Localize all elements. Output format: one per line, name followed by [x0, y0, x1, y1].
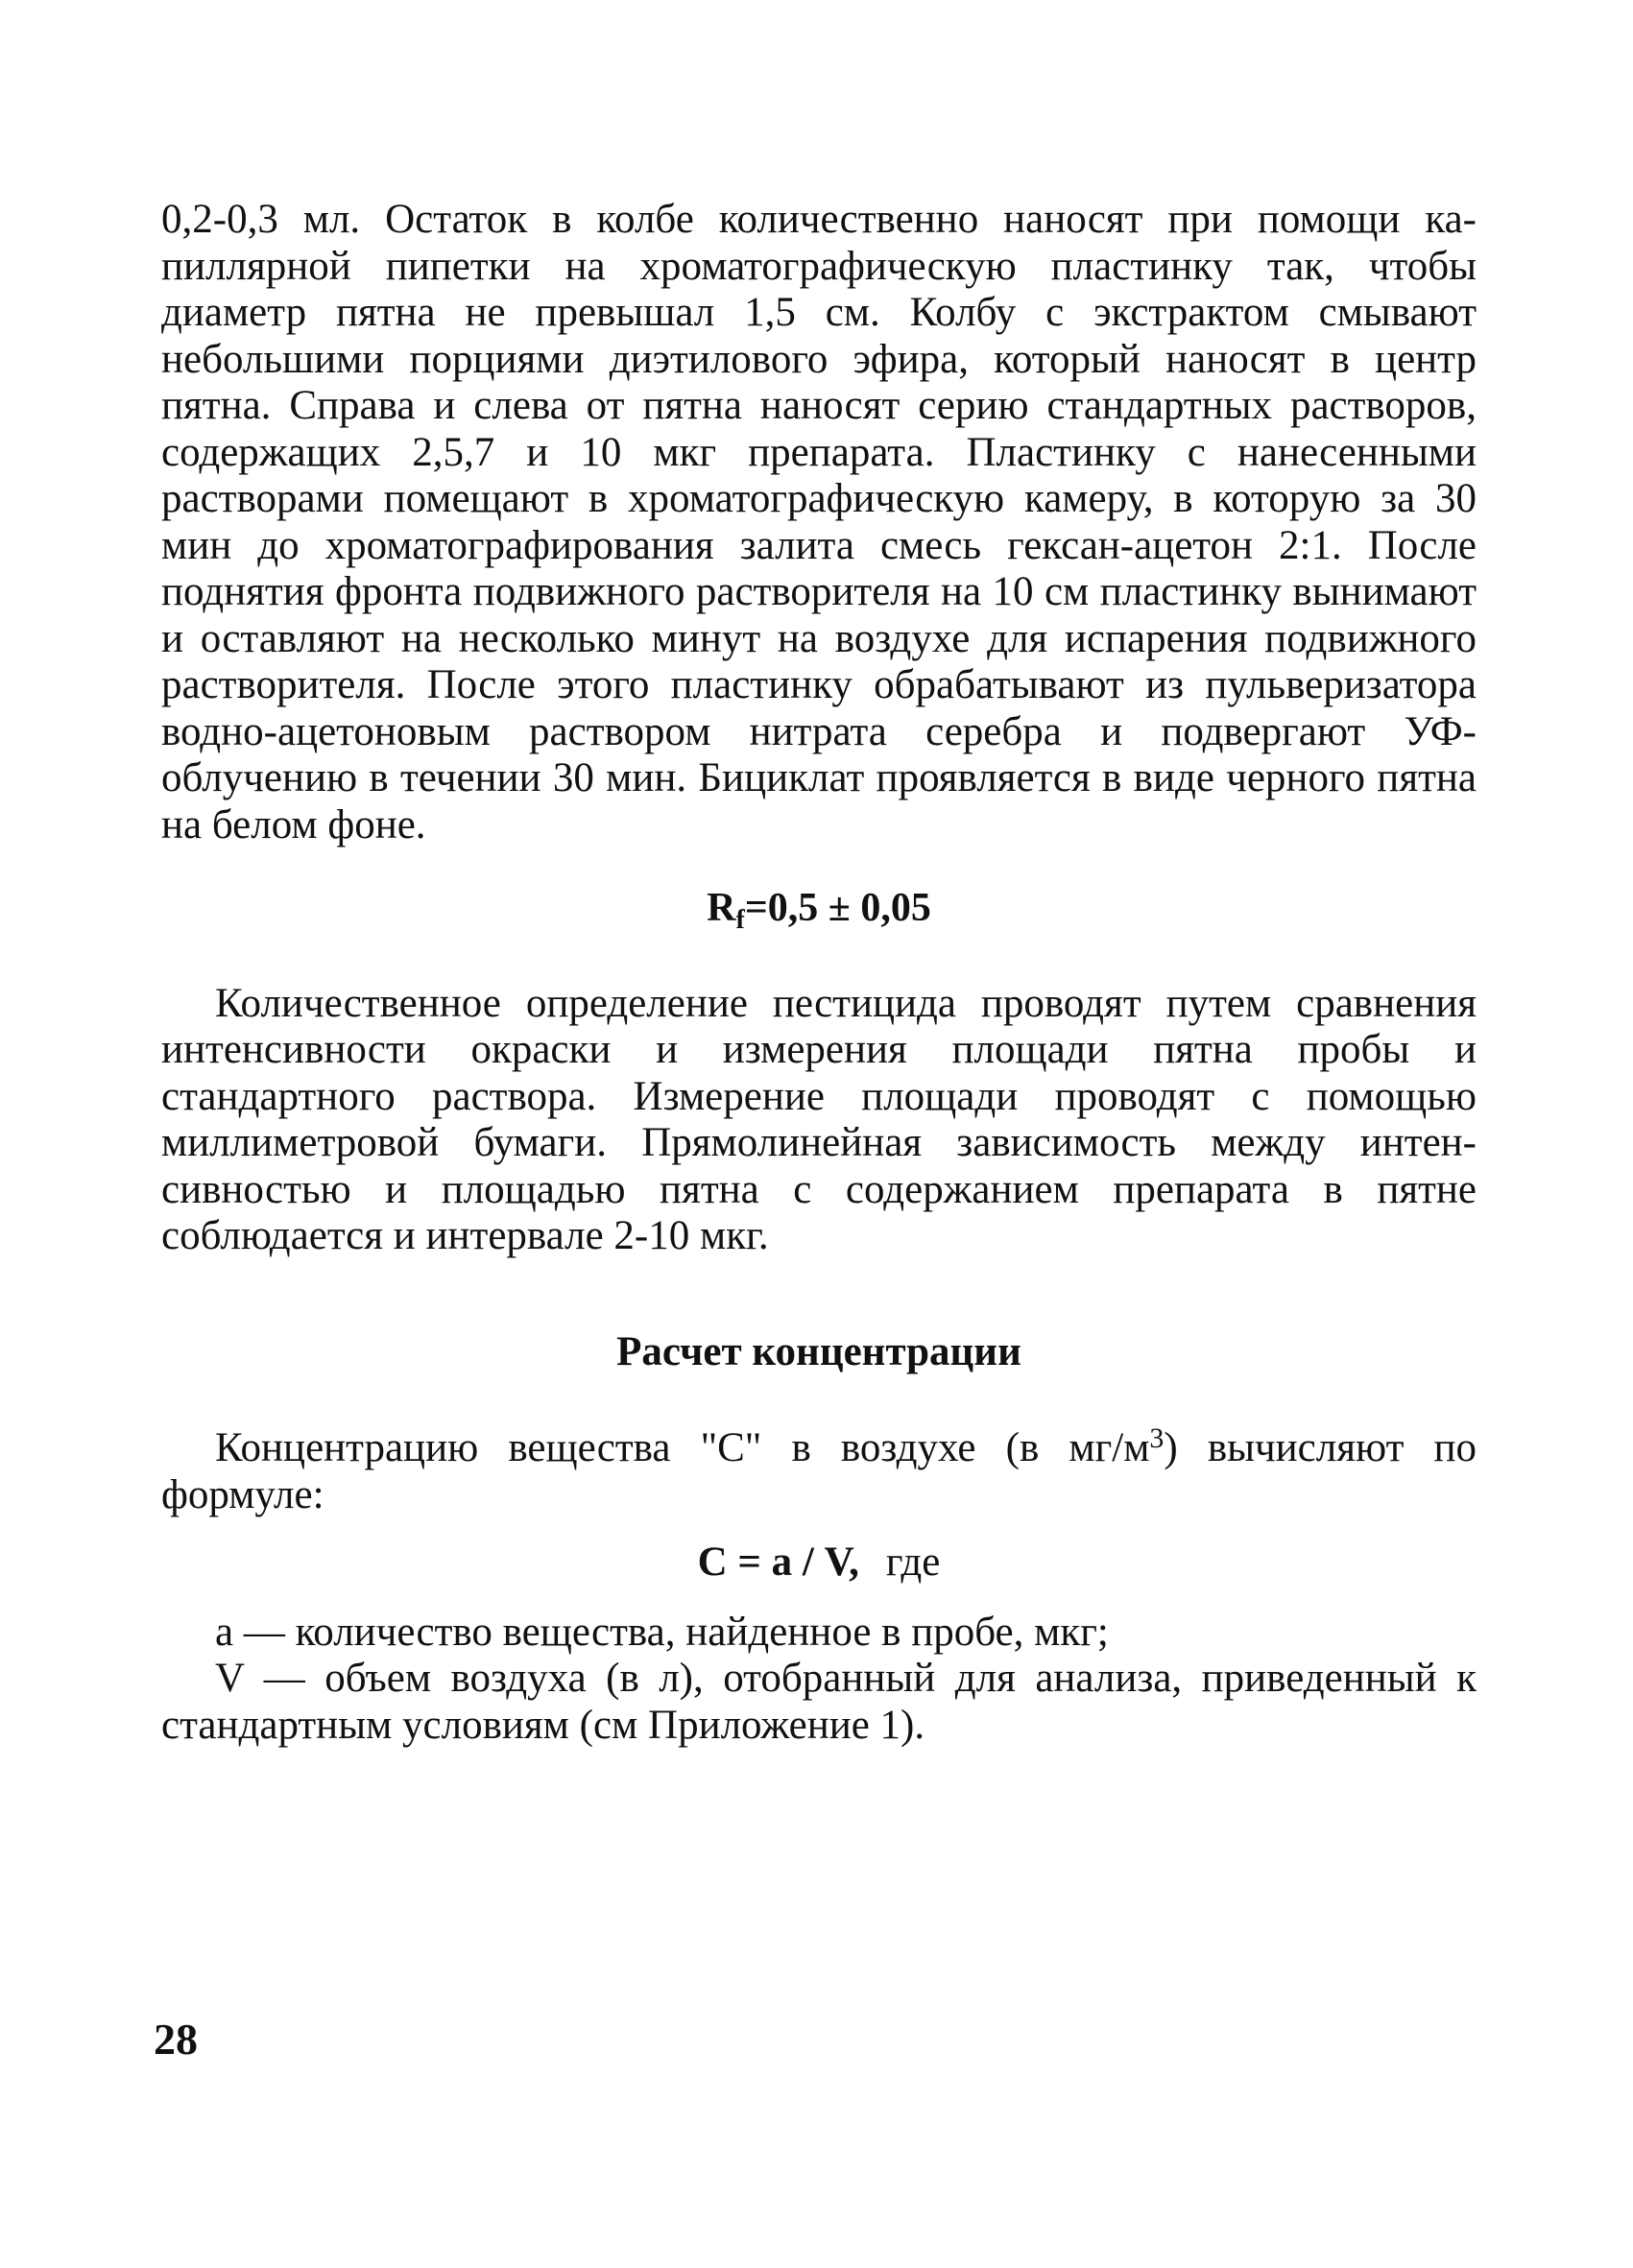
- page-number: 28: [154, 2015, 198, 2064]
- rf-formula: [161, 885, 1477, 944]
- c-formula-expression: С = а / V,: [697, 1540, 859, 1585]
- concentration-superscript: 3: [1149, 1422, 1165, 1454]
- paragraph-quantitative: Количественное определение пестицида проводят путем сравнения интенсивности окраски и измерения площади пятна пробы и стандартного раствора. Измерение площади проводят с помощью миллиметровой бумаги. Прямолинейная зависимость между интенсивностью и площадью пятна с содержанием препарата в пятне соблюдается и интервале 2-10 мкг.: [161, 980, 1477, 1258]
- page-body: [161, 197, 1477, 1749]
- paragraph-procedure: 0,2-0,3 мл. Остаток в колбе количественно наносят при помощи капиллярной пипетки на хроматографическую пластинку так, чтобы диаметр пятна не превышал 1,5 см. Колбу с экстрактом смывают небольшими порциями диэтилового эфира, который наносят в центр пятна. Справа и слева от пятна наносят серию стандартных растворов, содержащих 2,5,7 и 10 мкг препарата. Пластинку с нанесенными растворами помещают в хроматографическую камеру, в которую за 30 мин до хроматографирования залита смесь гексан-ацетон 2:1. После поднятия фронта подвижного растворителя на 10 см пластинку вынимают и оставляют на несколько минут на воздухе для испарения подвижного растворителя. После этого пластинку обрабатывают из пульверизатора водно-ацетоновым раствором нитрата серебра и подвергают УФ-облучению в течении 30 мин. Бициклат проявляется в виде черного пятна на белом фоне.: [161, 197, 1477, 848]
- legend-item-a: а — количество вещества, найденное в пробе, мкг;: [215, 1609, 1109, 1655]
- section-heading: Расчет концентрации: [616, 1328, 1021, 1374]
- rf-value: =0,5 ± 0,05: [744, 886, 931, 930]
- rf-symbol: R: [707, 886, 736, 930]
- legend-item-v: V — объем воздуха (в л), отобранный для анализа, приведенный к стандартным условиям (см Приложение 1).: [161, 1656, 1477, 1748]
- rf-subscript: f: [735, 905, 745, 935]
- c-formula-where: где: [885, 1540, 941, 1585]
- c-formula: [161, 1540, 1477, 1587]
- formula-legend: [161, 1610, 1477, 1750]
- concentration-text-end: ) вычисляют по формуле:: [161, 1425, 1477, 1517]
- paragraph-concentration: [161, 1416, 1477, 1518]
- concentration-text-start: Концентрацию вещества "С" в воздухе (в мг/м: [215, 1425, 1150, 1470]
